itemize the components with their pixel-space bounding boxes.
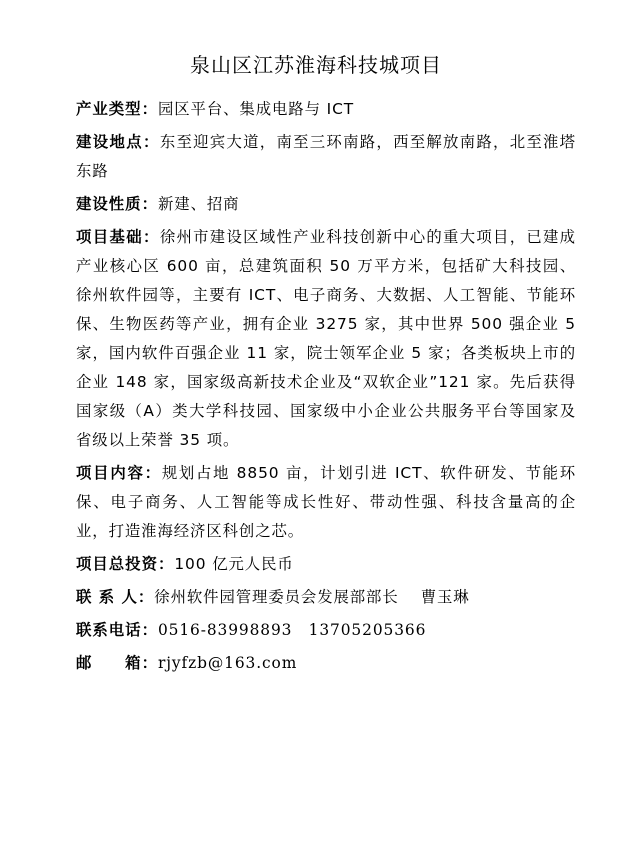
- email-value[interactable]: rjyfzb@163.com: [157, 654, 298, 672]
- email-label: 邮 箱：: [76, 654, 158, 672]
- content-label: 项目内容：: [76, 464, 162, 482]
- content-value: 规划占地 8850 亩，计划引进 ICT、软件研发、节能环保、电子商务、人工智能等成长性好、带动性强、科技含量高的企业，打造淮海经济区科创之芯。: [76, 464, 576, 540]
- industry-type-label: 产业类型：: [76, 100, 158, 118]
- document-title: 泉山区江苏淮海科技城项目: [190, 53, 442, 77]
- industry-type-value: 园区平台、集成电路与 ICT: [157, 100, 355, 118]
- location-row: [76, 128, 576, 186]
- location-value: 东至迎宾大道，南至三环南路，西至解放南路，北至淮塔东路: [76, 133, 576, 180]
- contact-label: 联 系 人：: [76, 588, 155, 606]
- investment-value: 100 亿元人民币: [174, 555, 294, 573]
- nature-row: [76, 190, 576, 219]
- phone-value: 0516-83998893 13705205366: [157, 621, 427, 639]
- contact-row: [76, 583, 576, 612]
- phone-label: 联系电话：: [76, 621, 158, 639]
- investment-label: 项目总投资：: [76, 555, 175, 573]
- investment-row: [76, 550, 576, 579]
- foundation-row: [76, 223, 576, 455]
- document-body: [76, 95, 576, 682]
- content-row: [76, 459, 576, 546]
- nature-value: 新建、招商: [157, 195, 240, 213]
- foundation-value: 徐州市建设区域性产业科技创新中心的重大项目，已建成产业核心区 600 亩，总建筑面积 50 万平方米，包括矿大科技园、徐州软件园等，主要有 ICT、电子商务、大数据、人工智能、节能环保、生物医药等产业，拥有企业 3275 家，其中世界 500 强企业 5 家，国内软件百强企业 11 家，院士领军企业 5 家；各类板块上市的企业 148 家，国家级高新技术企业及“双软企业”121 家。先后获得国家级（A）类大学科技园、国家级中小企业公共服务平台等国家及省级以上荣誉 35 项。: [76, 228, 576, 449]
- nature-label: 建设性质：: [76, 195, 158, 213]
- phone-row: [76, 616, 576, 645]
- contact-value: 徐州软件园管理委员会发展部部长 曹玉琳: [154, 588, 470, 606]
- location-label: 建设地点：: [76, 133, 160, 151]
- industry-type-row: [76, 95, 576, 124]
- email-row: [76, 649, 576, 678]
- foundation-label: 项目基础：: [76, 228, 160, 246]
